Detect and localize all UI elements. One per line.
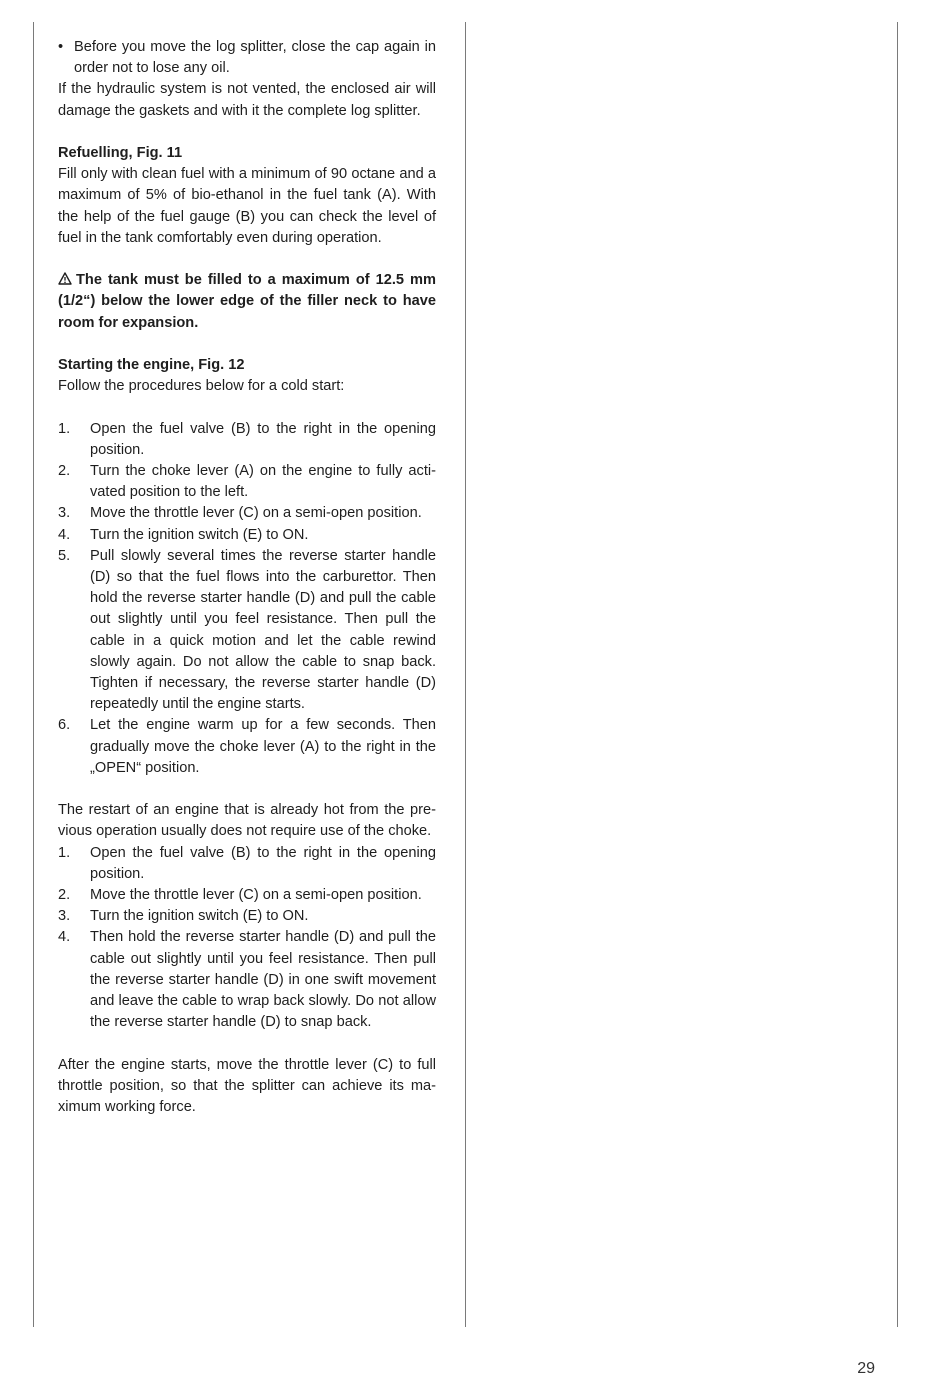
step-text: Turn the ignition switch (E) to ON.	[90, 526, 309, 543]
list-item	[58, 885, 436, 906]
list-item	[58, 503, 436, 524]
cold-start-steps	[58, 419, 436, 779]
bullet-text: Before you move the log splitter, close the cap again in order not to lose any oil.	[74, 39, 436, 77]
refuel-heading: Refuelling, Fig. 11	[58, 145, 183, 161]
step-number: 1.	[58, 420, 71, 437]
warning-text: The tank must be filled to a maximum of 12.5 mm (1/2“) below the lower edge of the filler neck to have room for expansion.	[58, 272, 436, 331]
step-text: Move the throttle lever (C) on a semi-open position.	[90, 505, 422, 522]
step-number: 1.	[58, 844, 71, 861]
step-text: Open the fuel valve (B) to the right in the opening position.	[90, 420, 436, 458]
vent-paragraph: If the hydraulic system is not vented, the enclosed air will damage the gaskets and with it the complete log splitter.	[58, 81, 436, 119]
left-text-column	[58, 37, 436, 1118]
page-number: 29	[857, 1360, 875, 1377]
warning-paragraph	[58, 270, 436, 334]
right-margin-rule	[897, 22, 898, 1327]
list-item	[58, 525, 436, 546]
refuel-paragraph: Fill only with clean fuel with a minimum of 90 octane and a maximum of 5% of bio-ethanol in the fuel tank (A). With the help of the fuel gauge (B) you can check the level of fuel in the tank comfortably even during operation.	[58, 166, 436, 246]
bullet-item	[58, 37, 436, 79]
hot-restart-intro: The restart of an engine that is already hot from the previous operation usually does not require use of the choke.	[58, 802, 436, 840]
step-number: 5.	[58, 547, 71, 564]
step-number: 4.	[58, 929, 71, 946]
hot-restart-steps	[58, 843, 436, 1034]
start-heading: Starting the engine, Fig. 12	[58, 357, 245, 373]
column-divider-rule	[465, 22, 466, 1327]
list-item	[58, 927, 436, 1033]
list-item	[58, 546, 436, 716]
left-margin-rule	[33, 22, 34, 1327]
list-item	[58, 715, 436, 779]
step-text: Pull slowly several times the reverse starter handle (D) so that the fuel flows into the carburettor. Then hold the reverse starter handle (D) and pull the cable out slightly until you feel resistance. Then pull the cable in a quick motion and let the cable rewind slowly again. Do not allow the cable to snap back. Tighten if necessary, the reverse starter handle (D) repeatedly until the engine starts.	[90, 547, 436, 713]
step-number: 3.	[58, 908, 71, 925]
step-text: Turn the ignition switch (E) to ON.	[90, 908, 309, 925]
step-number: 6.	[58, 717, 71, 734]
step-text: Move the throttle lever (C) on a semi-open position.	[90, 887, 422, 904]
step-number: 3.	[58, 505, 71, 522]
list-item	[58, 843, 436, 885]
list-item	[58, 906, 436, 927]
step-number: 2.	[58, 463, 71, 479]
step-text: Turn the choke lever (A) on the engine to fully activated position to the left.	[90, 463, 436, 501]
start-intro: Follow the procedures below for a cold start:	[58, 378, 345, 395]
warning-triangle-icon	[58, 272, 72, 285]
step-text: Open the fuel valve (B) to the right in the opening position.	[90, 844, 436, 882]
step-number: 4.	[58, 526, 71, 543]
list-item	[58, 461, 436, 503]
step-number: 2.	[58, 887, 71, 904]
list-item	[58, 419, 436, 461]
step-text: Then hold the reverse starter handle (D) and pull the cable out slightly until you feel resistance. Then pull the reverse starter handle (D) in one swift movement and leave the cable to wrap back slowly. Do not allow the reverse starter handle (D) to snap back.	[90, 929, 436, 1031]
bullet-dot: •	[58, 39, 64, 55]
after-start-paragraph: After the engine starts, move the throttle lever (C) to full throttle position, so that the splitter can achieve its maximum working force.	[58, 1056, 436, 1116]
step-text: Let the engine warm up for a few seconds. Then gradually move the choke lever (A) to the right in the „OPEN“ position.	[90, 717, 436, 776]
